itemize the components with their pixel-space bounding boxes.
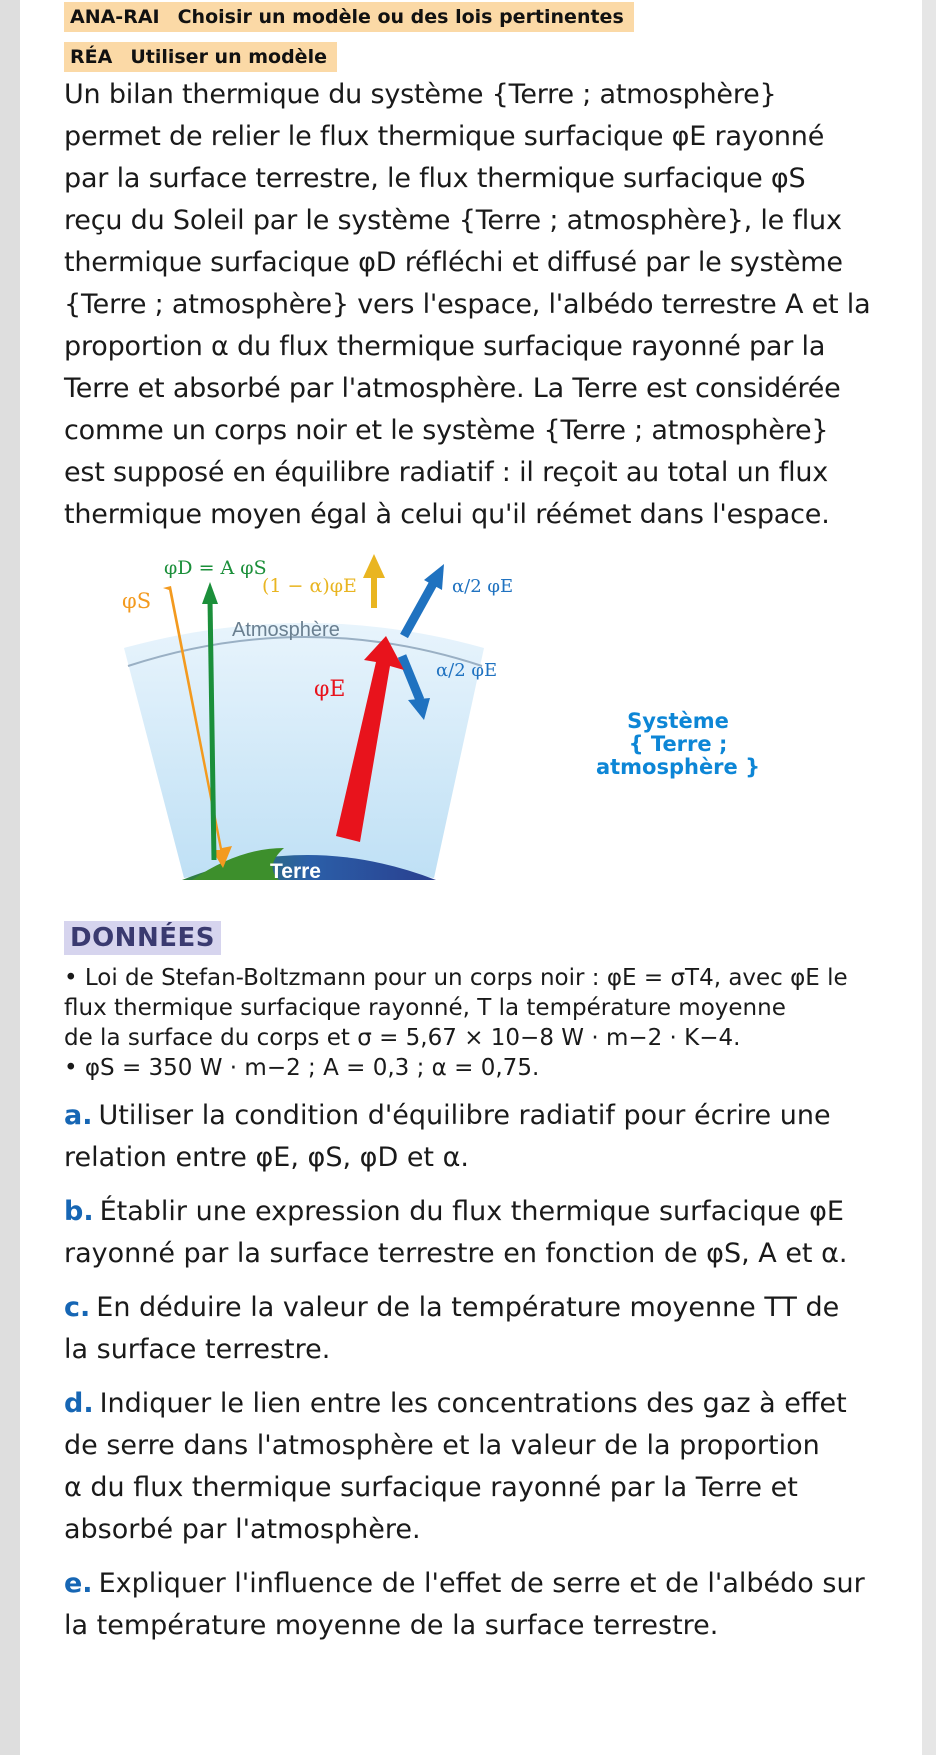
diagram-svg — [64, 548, 624, 893]
skill-tag-ana-rai: ANA-RAI Choisir un modèle ou des lois pertinentes — [64, 2, 634, 32]
label-one-minus-alpha: (1 − α)φE — [262, 575, 357, 597]
intro-line: thermique surfacique φD réfléchi et diffusé par le système — [64, 247, 843, 278]
intro-line: thermique moyen égal à celui qu'il réémet dans l'espace. — [64, 499, 830, 530]
question-letter: c. — [64, 1292, 91, 1323]
question-e: e. Expliquer l'influence de l'effet de serre et de l'albédo sur la température moyenne de la surface terrestre. — [64, 1568, 865, 1641]
question-c: c. En déduire la valeur de la température moyenne TT de la surface terrestre. — [64, 1292, 840, 1365]
question-d: d. Indiquer le lien entre les concentrations des gaz à effet de serre dans l'atmosphère et la valeur de la proportion α du flux thermique surfacique rayonné par la Terre et absorbé par l'atmosphère. — [64, 1388, 847, 1545]
intro-line: permet de relier le flux thermique surfacique φE rayonné — [64, 121, 825, 152]
energy-balance-diagram — [64, 548, 906, 893]
system-label: Système { Terre ; atmosphère } — [595, 709, 761, 779]
intro-line: comme un corps noir et le système {Terre ; atmosphère} — [64, 415, 829, 446]
intro-line: est supposé en équilibre radiatif : il reçoit au total un flux — [64, 457, 829, 488]
donnees-line: • φS = 350 W · m−2 ; A = 0,3 ; α = 0,75. — [64, 1055, 540, 1081]
donnees-list — [64, 963, 906, 1083]
label-terre: Terre — [270, 860, 321, 883]
donnees-title: DONNÉES — [64, 921, 221, 955]
question-letter: b. — [64, 1196, 94, 1227]
label-alpha-half-up: α/2 φE — [452, 576, 514, 597]
arrow-alpha-up-shaft — [404, 582, 434, 636]
arrow-phi-d-head — [202, 582, 218, 604]
question-a: a. Utiliser la condition d'équilibre radiatif pour écrire une relation entre φE, φS, φD et α. — [64, 1100, 831, 1173]
question-letter: e. — [64, 1568, 93, 1599]
exercise-content — [64, 0, 906, 1647]
left-margin-bar — [0, 0, 20, 1755]
intro-paragraph — [64, 74, 906, 536]
skill-tags — [64, 0, 906, 72]
question-letter: d. — [64, 1388, 94, 1419]
question-b: b. Établir une expression du flux thermique surfacique φE rayonné par la surface terrestre en fonction de φS, A et α. — [64, 1196, 848, 1269]
intro-line: par la surface terrestre, le flux thermique surfacique φS — [64, 163, 806, 194]
intro-line: proportion α du flux thermique surfacique rayonné par la — [64, 331, 826, 362]
intro-line: Un bilan thermique du système {Terre ; atmosphère} — [64, 79, 777, 110]
right-margin-bar — [922, 0, 936, 1755]
arrow-one-minus-alpha-head — [363, 554, 385, 578]
label-phi-e: φE — [314, 677, 346, 702]
atmosphere-region — [124, 623, 484, 878]
donnees-line: de la surface du corps et σ = 5,67 × 10−8 W · m−2 · K−4. — [64, 1025, 741, 1051]
donnees-line: • Loi de Stefan-Boltzmann pour un corps noir : φE = σT4, avec φE le — [64, 965, 848, 991]
label-atmosphere: Atmosphère — [232, 619, 340, 641]
skill-tag-rea: RÉA Utiliser un modèle — [64, 42, 337, 72]
donnees-line: flux thermique surfacique rayonné, T la température moyenne — [64, 995, 786, 1021]
question-letter: a. — [64, 1100, 93, 1131]
intro-line: Terre et absorbé par l'atmosphère. La Terre est considérée — [64, 373, 841, 404]
label-alpha-half-down: α/2 φE — [436, 660, 498, 681]
intro-line: {Terre ; atmosphère} vers l'espace, l'albédo terrestre A et la — [64, 289, 871, 320]
label-phi-d: φD = A φS — [164, 557, 267, 579]
intro-line: reçu du Soleil par le système {Terre ; atmosphère}, le flux — [64, 205, 842, 236]
label-phi-s: φS — [122, 589, 152, 613]
